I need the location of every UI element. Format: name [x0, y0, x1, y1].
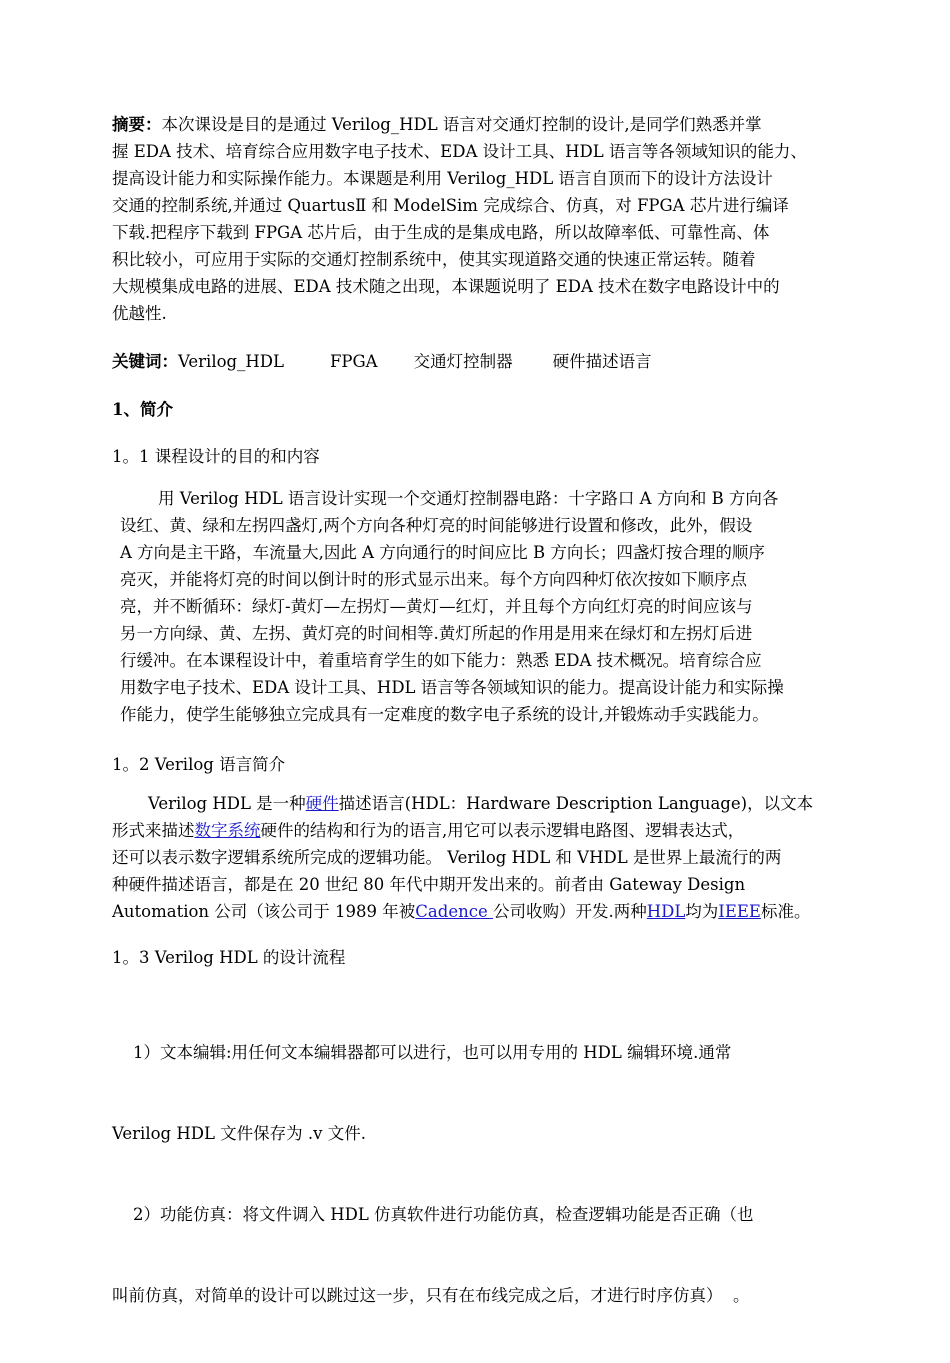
- abstract-line: 提高设计能力和实际操作能力。本课题是利用 Verilog_HDL 语言自顶而下的设计方法设计: [112, 169, 773, 188]
- s11-line: 行缓冲。在本课程设计中，着重培育学生的如下能力：熟悉 EDA 技术概况。培育综合应: [120, 651, 762, 670]
- s12-paragraph: [112, 790, 813, 925]
- s12-line: 还可以表示数字逻辑系统所完成的逻辑功能。 Verilog HDL 和 VHDL 是世界上最流行的两: [112, 848, 782, 867]
- s12-text: 标准。: [760, 902, 811, 921]
- s11-line: 亮灭，并能将灯亮的时间以倒计时的形式显示出来。每个方向四种灯依次按如下顺序点: [120, 570, 747, 589]
- abstract-line: 优越性.: [112, 304, 167, 323]
- abstract-line: [112, 111, 807, 138]
- keyword-item: 交通灯控制器: [413, 352, 513, 371]
- link-hardware[interactable]: 硬件: [305, 794, 339, 813]
- keywords-label: 关键词：: [112, 352, 178, 371]
- link-cadence[interactable]: Cadence: [415, 902, 493, 921]
- s12-text: 描述语言(HDL：Hardware Description Language)，以文本: [338, 794, 814, 813]
- s12-text: 形式来描述: [112, 821, 195, 840]
- s12-text: 均为: [685, 902, 719, 921]
- s11-line: 作能力，使学生能够独立完成具有一定难度的数字电子系统的设计,并锻炼动手实践能力。: [120, 705, 769, 724]
- s11-line: A 方向是主干路，车流量大,因此 A 方向通行的时间应比 B 方向长；四盏灯按合理的顺序: [120, 543, 765, 562]
- s12-text: Verilog HDL 是一种: [148, 794, 306, 813]
- s12-text: Automation 公司（该公司于 1989 年被: [112, 902, 416, 921]
- s13-line: 叫前仿真，对简单的设计可以跳过这一步，只有在布线完成之后，才进行时序仿真） 。: [112, 1286, 750, 1305]
- link-ieee[interactable]: IEEE: [718, 902, 761, 921]
- s11-line: 用 Verilog HDL 语言设计实现一个交通灯控制器电路：十字路口 A 方向和 B 方向各: [158, 489, 779, 508]
- s11-line: 设红、黄、绿和左拐四盏灯,两个方向各种灯亮的时间能够进行设置和修改，此外，假设: [120, 516, 753, 535]
- s11-line: 用数字电子技术、EDA 设计工具、HDL 语言等各领域知识的能力。提高设计能力和实际操: [120, 678, 784, 697]
- subsection-heading: 1。2 Verilog 语言简介: [112, 755, 286, 774]
- s11-paragraph: [120, 485, 784, 728]
- link-digital-system[interactable]: 数字系统: [194, 821, 261, 840]
- abstract-line: 积比较小，可应用于实际的交通灯控制系统中，使其实现道路交通的快速正常运转。随着: [112, 250, 756, 269]
- s13-line: 1）文本编辑:用任何文本编辑器都可以进行，也可以用专用的 HDL 编辑环境.通常: [112, 1043, 732, 1062]
- s11-line: 亮，并不断循环：绿灯-黄灯—左拐灯—黄灯—红灯，并且每个方向红灯亮的时间应该与: [120, 597, 753, 616]
- keyword-item: Verilog_HDL: [178, 352, 284, 371]
- abstract-line: 下载.把程序下载到 FPGA 芯片后，由于生成的是集成电路，所以故障率低、可靠性高、体: [112, 223, 770, 242]
- s13-line: 2）功能仿真：将文件调入 HDL 仿真软件进行功能仿真，检查逻辑功能是否正确（也: [112, 1205, 754, 1224]
- s13-line: Verilog HDL 文件保存为 .v 文件.: [112, 1124, 366, 1143]
- keyword-item: 硬件描述语言: [552, 352, 652, 371]
- abstract-line: 大规模集成电路的进展、EDA 技术随之出现，本课题说明了 EDA 技术在数字电路设计中的: [112, 277, 780, 296]
- s12-text: 公司收购）开发.两种: [492, 902, 647, 921]
- keywords-line: [112, 348, 652, 375]
- s11-line: 另一方向绿、黄、左拐、黄灯亮的时间相等.黄灯所起的作用是用来在绿灯和左拐灯后进: [120, 624, 753, 643]
- section-heading: 1、简介: [112, 400, 173, 419]
- s12-line: [112, 898, 813, 925]
- abstract-label: 摘要：: [112, 115, 162, 134]
- s13-paragraph: [112, 985, 754, 1363]
- s12-line: [112, 817, 813, 844]
- abstract-line: 握 EDA 技术、培育综合应用数字电子技术、EDA 设计工具、HDL 语言等各领域知识的能力、: [112, 142, 807, 161]
- s12-text: 硬件的结构和行为的语言,用它可以表示逻辑电路图、逻辑表达式，: [260, 821, 745, 840]
- subsection-heading: 1。1 课程设计的目的和内容: [112, 447, 320, 466]
- keyword-item: FPGA: [329, 352, 378, 371]
- subsection-heading: 1。3 Verilog HDL 的设计流程: [112, 948, 346, 967]
- abstract-line: 交通的控制系统,并通过 QuartusⅡ 和 ModelSim 完成综合、仿真，对 FPGA 芯片进行编译: [112, 196, 789, 215]
- s12-line: 种硬件描述语言，都是在 20 世纪 80 年代中期开发出来的。前者由 Gateway Design: [112, 875, 746, 894]
- s12-line: [112, 790, 813, 817]
- link-hdl[interactable]: HDL: [646, 902, 686, 921]
- abstract-paragraph: [112, 111, 807, 327]
- abstract-text: 本次课设是目的是通过 Verilog_HDL 语言对交通灯控制的设计,是同学们熟悉并掌: [161, 115, 762, 134]
